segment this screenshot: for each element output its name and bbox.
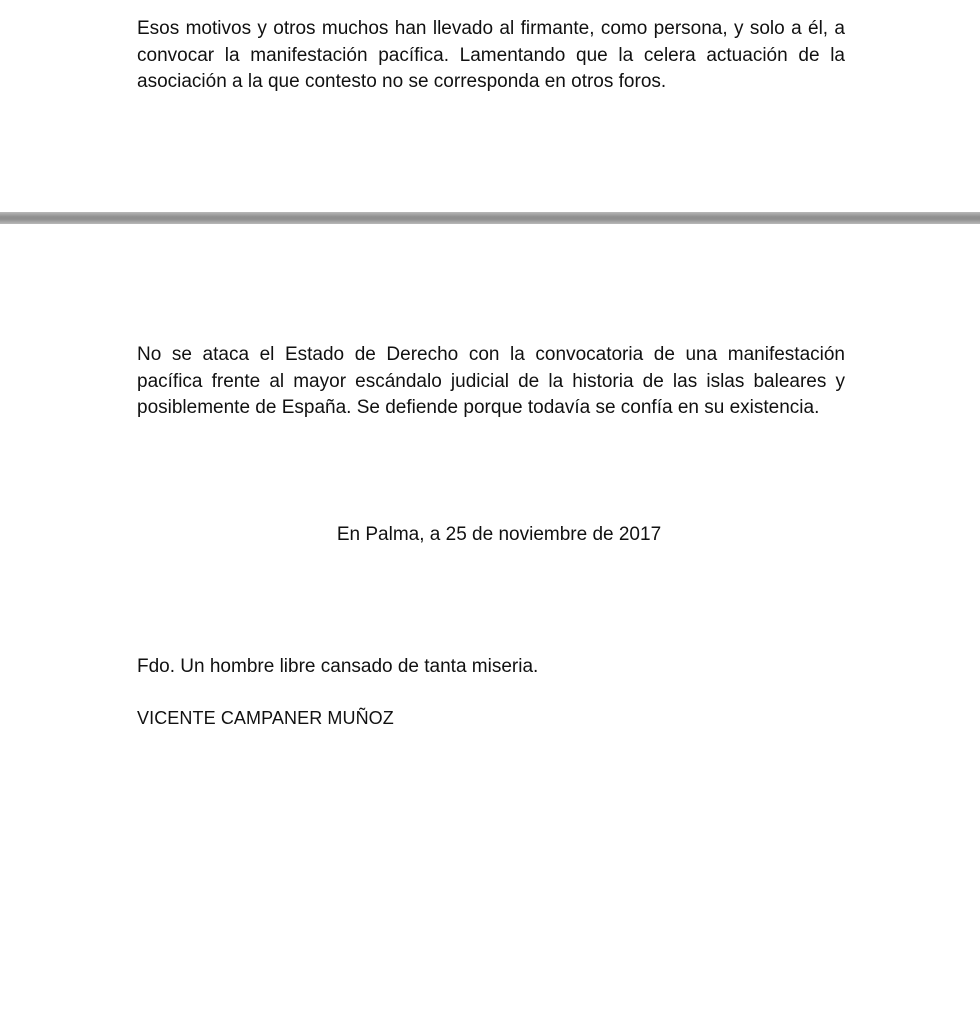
page-separator: [0, 212, 980, 224]
document-page-2: [0, 224, 980, 1024]
signatory-name: VICENTE CAMPANER MUÑOZ: [137, 708, 394, 728]
place-date-line: En Palma, a 25 de noviembre de 2017: [336, 524, 662, 545]
closing-paragraph: Esos motivos y otros muchos han llevado al firmante, como persona, y solo a él, a convocar la manifestación pacífica. Lamentando que la celera actuación de la asociación a la que contesto no se corresponda en otros foros.: [137, 18, 845, 92]
final-paragraph: No se ataca el Estado de Derecho con la convocatoria de una manifestación pacífica frente al mayor escándalo judicial de la historia de las islas baleares y posiblemente de España. Se defiende porque todavía se confía en su existencia.: [137, 344, 845, 418]
document-page-1: [0, 0, 980, 212]
signature-line: Fdo. Un hombre libre cansado de tanta miseria.: [137, 656, 539, 677]
